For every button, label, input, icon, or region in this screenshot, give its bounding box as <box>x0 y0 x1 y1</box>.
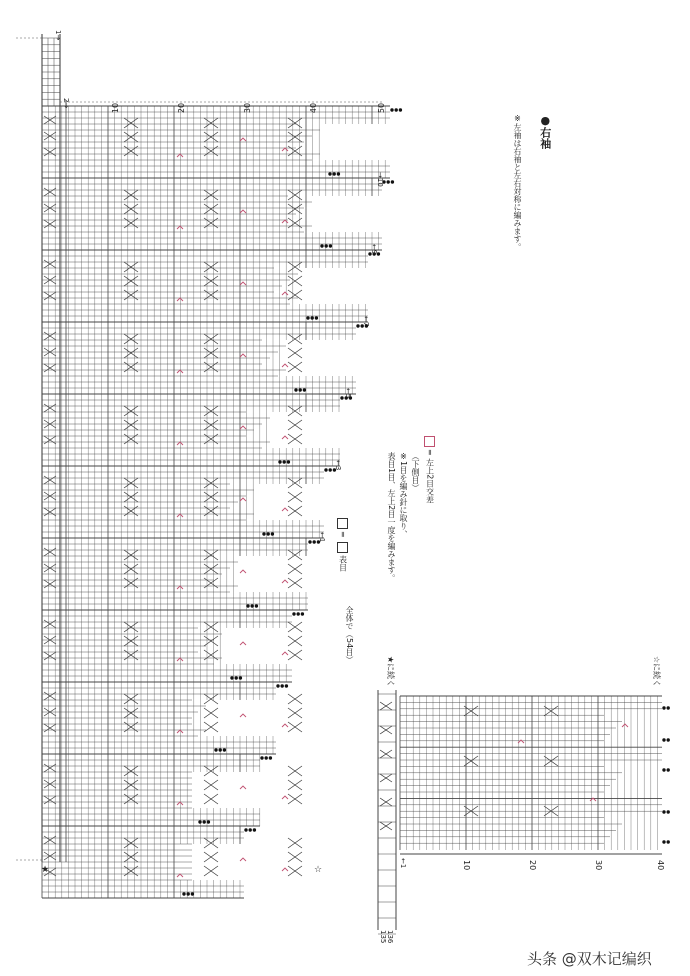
row-start-label: 1→ <box>54 30 62 41</box>
decrease-mark <box>240 858 246 861</box>
star-filled: ★ <box>40 865 50 875</box>
decrease-mark <box>177 298 183 301</box>
decrease-mark <box>282 796 288 799</box>
edge-dot <box>340 396 343 399</box>
sub-edge-dot <box>662 706 665 709</box>
sub-edge-dot <box>662 738 665 741</box>
decrease-mark <box>282 292 288 295</box>
edge-dot <box>308 540 311 543</box>
decrease-mark <box>240 138 246 141</box>
decrease-mark <box>177 730 183 733</box>
edge-dot <box>255 604 258 607</box>
edge-dot <box>207 820 210 823</box>
row-arrow-5: ←1 <box>318 532 326 543</box>
row-arrow-3: ←5 <box>344 388 352 399</box>
sub-col-label-20: 20 <box>528 860 537 871</box>
edge-dot <box>191 892 194 895</box>
continue-left-label: ★に続く <box>386 656 395 688</box>
edge-dot <box>325 244 328 247</box>
edge-dot <box>203 820 206 823</box>
sub-decrease-mark <box>622 724 628 727</box>
main-col-label-10: 10 <box>111 102 120 114</box>
edge-dot <box>239 676 242 679</box>
edge-dot <box>328 172 331 175</box>
decrease-mark <box>177 658 183 661</box>
edge-dot <box>271 532 274 535</box>
sub-edge-dot <box>662 768 665 771</box>
edge-dot <box>265 756 268 759</box>
knit-stitch-legend: = 表目 <box>337 516 348 571</box>
edge-dot <box>297 612 300 615</box>
decrease-mark <box>282 148 288 151</box>
cross-legend-desc2: 表目1目、左上2目一度を編みます。 <box>387 452 396 583</box>
edge-dot <box>283 460 286 463</box>
chart-title: ●右袖 <box>538 114 552 149</box>
decrease-mark <box>177 370 183 373</box>
edge-dot <box>230 676 233 679</box>
decrease-mark <box>240 354 246 357</box>
main-col-label-40: 40 <box>309 102 318 114</box>
edge-dot <box>329 244 332 247</box>
knit-cell-icon <box>337 542 348 553</box>
main-col-label-50: 50 <box>377 102 386 114</box>
edge-dot <box>329 468 332 471</box>
decrease-mark <box>282 364 288 367</box>
decrease-mark <box>177 514 183 517</box>
decrease-mark <box>177 442 183 445</box>
decrease-mark <box>177 226 183 229</box>
watermark: 头条 @双木记编织 <box>527 950 652 968</box>
edge-dot <box>262 532 265 535</box>
decrease-mark <box>177 586 183 589</box>
decrease-mark <box>240 714 246 717</box>
sub-edge-dot <box>667 738 670 741</box>
sub-edge-dot <box>667 768 670 771</box>
sub-col-label-30: 30 <box>594 860 603 871</box>
edge-dot <box>337 172 340 175</box>
edge-dot <box>315 316 318 319</box>
edge-dot <box>391 180 394 183</box>
edge-dot <box>281 684 284 687</box>
cross-legend: = 左上2目交差 <box>424 436 435 503</box>
edge-dot <box>320 244 323 247</box>
decrease-mark <box>240 426 246 429</box>
edge-dot <box>269 756 272 759</box>
edge-dot <box>246 604 249 607</box>
star-open: ☆ <box>313 865 323 875</box>
decrease-mark <box>240 642 246 645</box>
sub-edge-dot <box>667 706 670 709</box>
decrease-mark <box>240 498 246 501</box>
edge-dot <box>249 828 252 831</box>
decrease-mark <box>177 154 183 157</box>
sub-edge-dot <box>667 840 670 843</box>
decrease-mark <box>240 570 246 573</box>
main-col-label-20: 20 <box>177 102 186 114</box>
edge-dot <box>390 108 393 111</box>
edge-dot <box>251 604 254 607</box>
edge-dot <box>333 172 336 175</box>
main-col-label-30: 30 <box>243 102 252 114</box>
edge-dot <box>399 108 402 111</box>
cross-legend-sub: （下側目） <box>411 452 420 492</box>
blank-cell-icon <box>337 518 348 529</box>
edge-dot <box>182 892 185 895</box>
decrease-mark <box>282 436 288 439</box>
edge-dot <box>313 540 316 543</box>
decrease-mark <box>240 282 246 285</box>
edge-dot <box>260 756 263 759</box>
decrease-mark <box>282 508 288 511</box>
edge-dot <box>324 468 327 471</box>
edge-dot <box>395 108 398 111</box>
edge-dot <box>278 460 281 463</box>
edge-dot <box>219 748 222 751</box>
continue-top-label: ☆に続く <box>652 656 661 688</box>
edge-dot <box>299 388 302 391</box>
mirror-note: ※左袖は右袖と左右対称に編みます。 <box>513 114 522 251</box>
decrease-mark <box>282 724 288 727</box>
total-stitches-label: 全体で（54目） <box>345 606 354 665</box>
edge-dot <box>294 388 297 391</box>
edge-dot <box>387 180 390 183</box>
decrease-mark <box>240 210 246 213</box>
cross-legend-desc1: ※1目を編み針に取り、 <box>399 452 408 539</box>
edge-dot <box>306 316 309 319</box>
edge-dot <box>276 684 279 687</box>
sub-col-label-10: 10 <box>462 860 471 871</box>
row-arrow-2: ←7 <box>362 316 370 327</box>
decrease-mark <box>282 220 288 223</box>
edge-dot <box>287 460 290 463</box>
row-arrow-4: ←3 <box>334 460 342 471</box>
edge-dot <box>267 532 270 535</box>
decrease-mark <box>282 652 288 655</box>
sub-edge-dot <box>662 840 665 843</box>
sub-row-135: 135 <box>379 930 387 944</box>
edge-dot <box>214 748 217 751</box>
edge-dot <box>311 316 314 319</box>
edge-dot <box>223 748 226 751</box>
sub-row-start: ←1 <box>399 858 407 869</box>
edge-dot <box>198 820 201 823</box>
edge-dot <box>253 828 256 831</box>
edge-dot <box>356 324 359 327</box>
sub-row-136: 136 <box>386 930 394 944</box>
sub-col-label-40: 40 <box>656 860 665 871</box>
decrease-mark <box>240 786 246 789</box>
decrease-mark <box>282 868 288 871</box>
row-arrow-0: →10 <box>376 172 384 187</box>
sub-edge-dot <box>667 810 670 813</box>
decrease-mark <box>177 802 183 805</box>
edge-dot <box>235 676 238 679</box>
row-arrow-1: ←9 <box>370 244 378 255</box>
edge-dot <box>292 612 295 615</box>
edge-dot <box>303 388 306 391</box>
decrease-mark <box>177 874 183 877</box>
edge-dot <box>285 684 288 687</box>
row-2-label: 2→ <box>62 98 70 109</box>
edge-dot <box>244 828 247 831</box>
cross-stitch-icon <box>424 436 435 447</box>
decrease-mark <box>282 580 288 583</box>
edge-dot <box>187 892 190 895</box>
edge-dot <box>301 612 304 615</box>
sub-edge-dot <box>662 810 665 813</box>
